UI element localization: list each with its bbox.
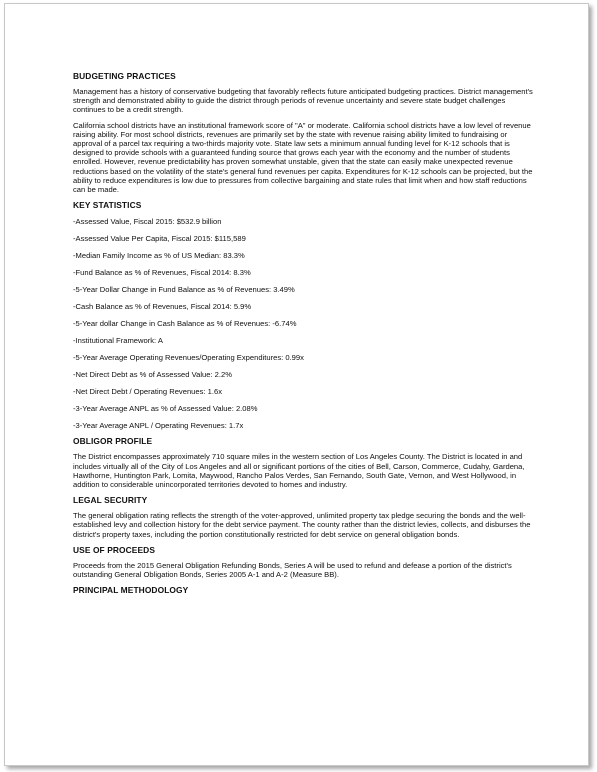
document-page (4, 3, 589, 766)
document-content (73, 71, 535, 601)
paragraph-legal-1: The general obligation rating reflects the strength of the voter-approved, unlimited property tax pledge securing the bonds and the well-established levy and collection history for the debt service payment. The county rather than the district levies, collects, and disburses the district's property taxes, including the portion constitutionally restricted for debt service on general obligation bonds. (73, 511, 531, 539)
heading-legal-security: LEGAL SECURITY (73, 495, 148, 506)
heading-use-of-proceeds: USE OF PROCEEDS (73, 544, 156, 555)
stat-item: -Cash Balance as % of Revenues, Fiscal 2014: 5.9% (73, 302, 252, 312)
stat-item: -Net Direct Debt as % of Assessed Value: 2.2% (73, 370, 232, 380)
stat-item: -Median Family Income as % of US Median: 83.3% (73, 251, 245, 261)
stat-item: -3-Year Average ANPL as % of Assessed Value: 2.08% (73, 404, 258, 414)
stat-item: -Assessed Value Per Capita, Fiscal 2015: $115,589 (73, 234, 246, 244)
stat-item: -Assessed Value, Fiscal 2015: $532.9 billion (73, 217, 222, 227)
paragraph-obligor-1: The District encompasses approximately 710 square miles in the western section of Los Angeles County. The District is located in and includes virtually all of the City of Los Angeles and all or significant portions of the cities of Bell, Carson, Commerce, Cudahy, Gardena, Hawthorne, Huntington Park, Lomita, Maywood, Rancho Palos Verdes, San Fernando, South Gate, Vernon, and West Hollywood, in addition to considerable unincorporated territories devoted to homes and industry. (73, 452, 525, 490)
stat-item: -Institutional Framework: A (73, 336, 163, 346)
stat-item: -5-Year Average Operating Revenues/Operating Expenditures: 0.99x (73, 353, 304, 363)
paragraph-budgeting-1: Management has a history of conservative budgeting that favorably reflects future anticipated budgeting practices. District management's strength and demonstrated ability to guide the district through periods of revenue uncertainty and severe state budget challenges continues to be a credit strength. (73, 87, 533, 115)
paragraph-budgeting-2: California school districts have an institutional framework score of "A" or moderate. California school districts have a low level of revenue raising ability. For most school districts, revenues are primarily set by the state with revenue raising ability limited to fundraising or approval of a parcel tax requiring a two-thirds majority vote. State law sets a minimum annual funding level for K-12 schools that is designed to provide schools with a guaranteed funding source that grows each year with the economy and the number of students enrolled. However, revenue predictability has proven somewhat unstable, given that the state can easily make unexpected revenue reductions based on the volatility of the state's general fund revenues per capita. Expenditures for K-12 schools can be projected, but the ability to reduce expenditures is low due to pressures from collective bargaining and state rules that limit when and how staff reductions can be made. (73, 120, 533, 195)
stat-item: -Fund Balance as % of Revenues, Fiscal 2014: 8.3% (73, 268, 251, 278)
stat-item: -5-Year Dollar Change in Fund Balance as % of Revenues: 3.49% (73, 285, 295, 295)
stat-item: -3-Year Average ANPL / Operating Revenues: 1.7x (73, 421, 244, 431)
stat-item: -Net Direct Debt / Operating Revenues: 1.6x (73, 387, 222, 397)
heading-key-statistics: KEY STATISTICS (73, 200, 142, 211)
heading-principal-methodology: PRINCIPAL METHODOLOGY (73, 585, 189, 596)
heading-obligor-profile: OBLIGOR PROFILE (73, 436, 153, 447)
heading-budgeting-practices: BUDGETING PRACTICES (73, 71, 176, 81)
stat-item: -5-Year dollar Change in Cash Balance as % of Revenues: -6.74% (73, 319, 297, 329)
paragraph-proceeds-1: Proceeds from the 2015 General Obligation Refunding Bonds, Series A will be used to refund and defease a portion of the district's outstanding General Obligation Bonds, Series 2005 A-1 and A-2 (Measure BB). (73, 560, 512, 580)
